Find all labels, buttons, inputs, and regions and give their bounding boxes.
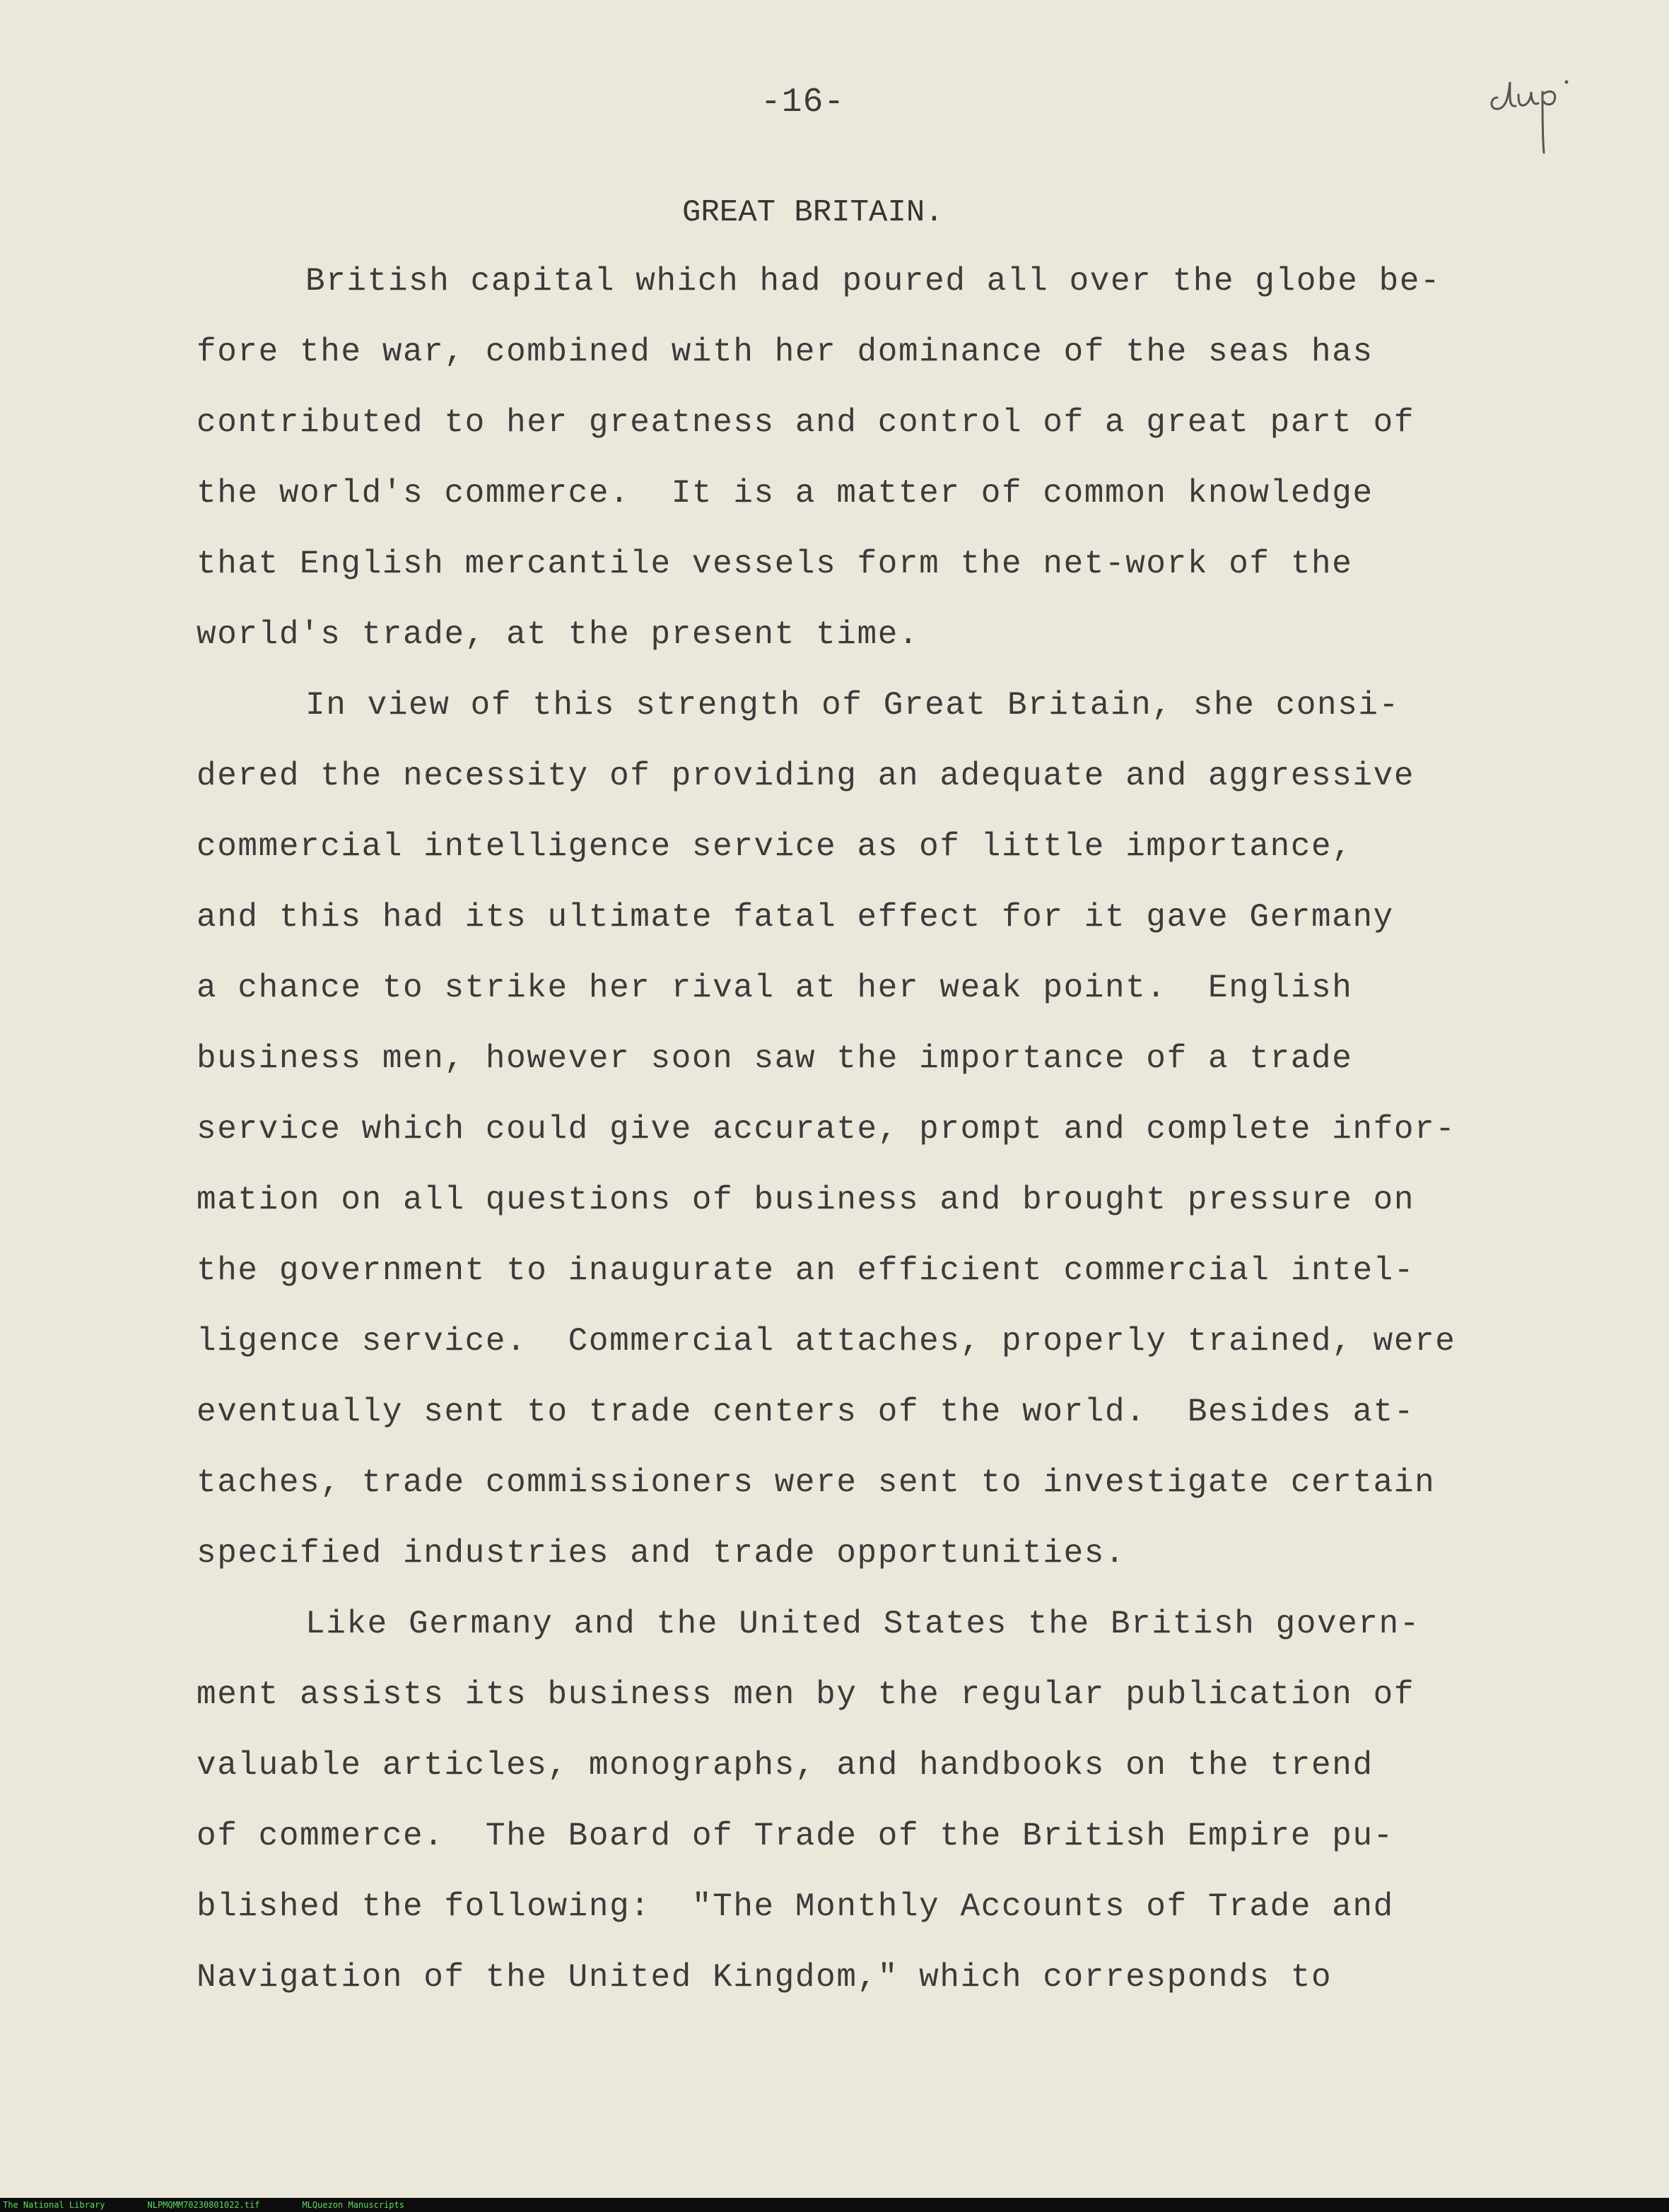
body-line: mation on all questions of business and brought pressure on xyxy=(197,1182,1415,1218)
body-line: valuable articles, monographs, and handbooks on the trend xyxy=(197,1747,1374,1784)
handwritten-dup-annotation xyxy=(1484,61,1583,160)
body-line: contributed to her greatness and control of a great part of xyxy=(197,404,1415,441)
body-line: ligence service. Commercial attaches, properly trained, were xyxy=(197,1323,1456,1360)
body-line: the government to inaugurate an efficient commercial intel- xyxy=(197,1252,1415,1289)
body-line: Like Germany and the United States the British govern- xyxy=(305,1606,1421,1642)
body-line: commercial intelligence service as of little importance, xyxy=(197,828,1353,865)
body-line: and this had its ultimate fatal effect for it gave Germany xyxy=(197,899,1394,936)
body-line: fore the war, combined with her dominance of the seas has xyxy=(197,334,1374,370)
section-heading: GREAT BRITAIN. xyxy=(682,195,944,230)
body-line: business men, however soon saw the importance of a trade xyxy=(197,1040,1353,1077)
footer-library: The National Library xyxy=(3,2200,105,2210)
body-line: ment assists its business men by the regular publication of xyxy=(197,1676,1415,1713)
footer-collection: MLQuezon Manuscripts xyxy=(302,2200,404,2210)
page-number: -16- xyxy=(761,83,845,122)
body-line: eventually sent to trade centers of the world. Besides at- xyxy=(197,1394,1415,1430)
body-line: that English mercantile vessels form the net-work of the xyxy=(197,546,1353,582)
body-line: of commerce. The Board of Trade of the British Empire pu- xyxy=(197,1818,1394,1854)
footer-file: NLPMQMM70230801022.tif xyxy=(147,2200,260,2210)
body-line: specified industries and trade opportunities. xyxy=(197,1535,1126,1572)
body-line: Navigation of the United Kingdom," which corresponds to xyxy=(197,1959,1333,1996)
body-line: world's trade, at the present time. xyxy=(197,616,920,653)
body-line: a chance to strike her rival at her weak point. English xyxy=(197,970,1353,1006)
body-line: dered the necessity of providing an adequate and aggressive xyxy=(197,758,1415,794)
archive-footer-strip xyxy=(0,2198,1669,2212)
body-line: In view of this strength of Great Britain, she consi- xyxy=(305,687,1400,724)
body-line: British capital which had poured all over the globe be- xyxy=(305,263,1441,300)
body-line: taches, trade commissioners were sent to investigate certain xyxy=(197,1464,1436,1501)
body-line: blished the following: "The Monthly Accounts of Trade and xyxy=(197,1888,1394,1925)
body-line: service which could give accurate, prompt and complete infor- xyxy=(197,1111,1456,1148)
body-line: the world's commerce. It is a matter of common knowledge xyxy=(197,475,1374,512)
